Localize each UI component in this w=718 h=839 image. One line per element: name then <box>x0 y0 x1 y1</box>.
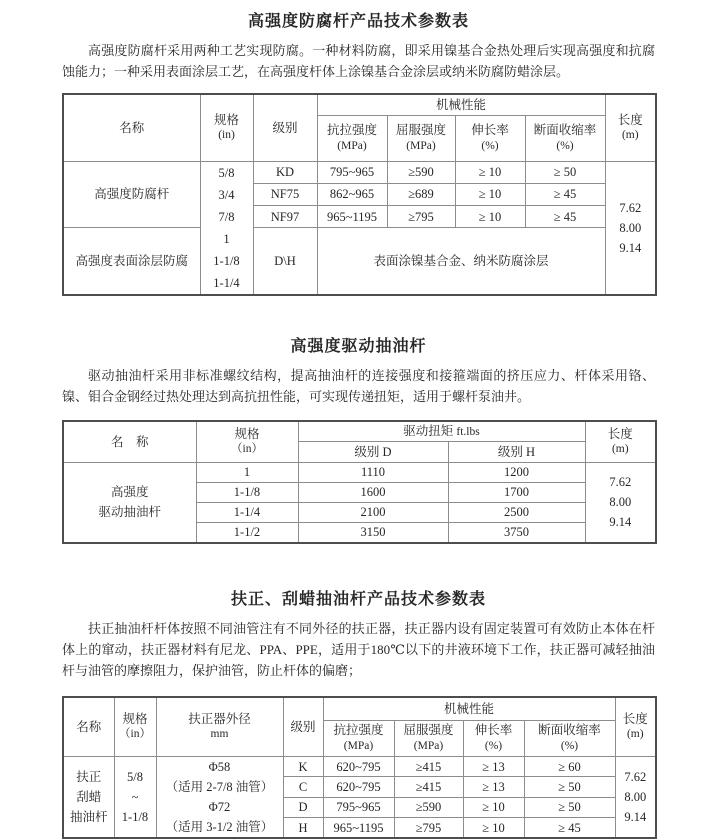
section2-paragraph: 驱动抽油杆采用非标准螺纹结构，提高抽油杆的连接强度和接箍端面的挤压应力、杆体采用铬、镍、钼合金钢经过热处理达到高抗扭性能，可实现传递扭矩，适用于螺杆泵油井。 <box>62 365 655 407</box>
elongation-cell: ≥ 10 <box>455 183 525 205</box>
t3-header-mechanical: 机械性能 <box>323 697 615 721</box>
tensile-cell: 620~795 <box>323 757 394 777</box>
elongation-cell: ≥ 10 <box>455 206 525 228</box>
table-row <box>63 228 656 295</box>
t1-header-spec: 规格 (in) <box>200 94 253 161</box>
table-row <box>63 757 656 777</box>
t1-header-shrinkage: 断面收缩率 (%) <box>525 115 605 161</box>
t1-header-name: 名称 <box>63 94 200 161</box>
t1-length-cell: 7.62 8.00 9.14 <box>605 161 656 295</box>
t2-header-torque: 驱动扭矩 ft.lbs <box>298 421 585 442</box>
t2-header-grade-h: 级别 H <box>448 442 585 463</box>
section3-paragraph: 扶正抽油杆杆体按照不同油管注有不同外径的扶正器，扶正器内设有固定装置可有效防止本体在杆体上的窜动，扶正器材料有尼龙、PPA、PPE，适用于180℃以下的井液环境下工作，扶正器可减轻抽油杆与油管的摩擦阻力，保护油管，防止杆体的偏磨； <box>62 618 655 681</box>
t3-header-name: 名称 <box>63 697 114 757</box>
table-row <box>63 161 656 183</box>
torque-h-cell: 1700 <box>448 483 585 503</box>
shrinkage-cell: ≥ 50 <box>524 797 615 817</box>
t2-product-name: 高强度 驱动抽油杆 <box>63 463 196 543</box>
shrinkage-cell: ≥ 45 <box>525 206 605 228</box>
torque-d-cell: 1110 <box>298 463 448 483</box>
t3-header-od: 扶正器外径 mm <box>156 697 283 757</box>
t3-header-length: 长度 (m) <box>615 697 656 757</box>
grade-cell: D\H <box>253 228 317 295</box>
table-centralizing-rods <box>62 696 657 839</box>
t1-product-name-1: 高强度防腐杆 <box>63 161 200 228</box>
yield-cell: ≥415 <box>394 757 463 777</box>
yield-cell: ≥795 <box>394 818 463 838</box>
t3-header-spec: 规格 （in） <box>114 697 156 757</box>
t2-header-spec: 规格 （in） <box>196 421 298 463</box>
t2-header-length: 长度 (m) <box>585 421 656 463</box>
elongation-cell: ≥ 13 <box>463 757 524 777</box>
grade-cell: C <box>283 777 323 797</box>
t3-header-yield: 屈服强度 (MPa) <box>394 721 463 757</box>
yield-cell: ≥415 <box>394 777 463 797</box>
torque-d-cell: 1600 <box>298 483 448 503</box>
grade-cell: D <box>283 797 323 817</box>
torque-h-cell: 1200 <box>448 463 585 483</box>
torque-h-cell: 3750 <box>448 523 585 543</box>
section2-title: 高强度驱动抽油杆 <box>62 333 655 356</box>
spec-cell: 1-1/8 <box>196 483 298 503</box>
t2-header-name: 名 称 <box>63 421 196 463</box>
tensile-cell: 795~965 <box>323 797 394 817</box>
section3-title: 扶正、刮蜡抽油杆产品技术参数表 <box>62 586 655 609</box>
table-drive-rods <box>62 420 657 544</box>
grade-cell: KD <box>253 161 317 183</box>
t1-header-tensile: 抗拉强度 (MPa) <box>317 115 387 161</box>
table-anticorrosion-rods <box>62 93 657 296</box>
t3-header-tensile: 抗拉强度 (MPa) <box>323 721 394 757</box>
tensile-cell: 862~965 <box>317 183 387 205</box>
t2-length-cell: 7.62 8.00 9.14 <box>585 463 656 543</box>
t1-header-length: 长度 (m) <box>605 94 656 161</box>
tensile-cell: 965~1195 <box>317 206 387 228</box>
tensile-cell: 965~1195 <box>323 818 394 838</box>
shrinkage-cell: ≥ 45 <box>524 818 615 838</box>
shrinkage-cell: ≥ 50 <box>524 777 615 797</box>
t3-od-cell: Φ58 （适用 2-7/8 油管） Φ72 （适用 3-1/2 油管） <box>156 757 283 839</box>
yield-cell: ≥590 <box>387 161 455 183</box>
shrinkage-cell: ≥ 50 <box>525 161 605 183</box>
section1-title: 高强度防腐杆产品技术参数表 <box>62 0 655 31</box>
grade-cell: K <box>283 757 323 777</box>
elongation-cell: ≥ 10 <box>463 797 524 817</box>
t1-header-yield: 屈服强度 (MPa) <box>387 115 455 161</box>
spec-cell: 1 <box>196 463 298 483</box>
torque-d-cell: 3150 <box>298 523 448 543</box>
t1-coating-note: 表面涂镍基合金、纳米防腐涂层 <box>317 228 605 295</box>
t1-product-name-2: 高强度表面涂层防腐 <box>63 228 200 295</box>
table-row <box>63 463 656 483</box>
grade-cell: NF97 <box>253 206 317 228</box>
t3-header-shrinkage: 断面收缩率 (%) <box>524 721 615 757</box>
t1-header-mechanical: 机械性能 <box>317 94 605 115</box>
document-page <box>62 0 655 839</box>
torque-h-cell: 2500 <box>448 503 585 523</box>
elongation-cell: ≥ 10 <box>455 161 525 183</box>
tensile-cell: 795~965 <box>317 161 387 183</box>
t3-product-name: 扶正 刮蜡 抽油杆 <box>63 757 114 839</box>
shrinkage-cell: ≥ 45 <box>525 183 605 205</box>
grade-cell: NF75 <box>253 183 317 205</box>
shrinkage-cell: ≥ 60 <box>524 757 615 777</box>
yield-cell: ≥689 <box>387 183 455 205</box>
elongation-cell: ≥ 13 <box>463 777 524 797</box>
spec-cell: 1-1/2 <box>196 523 298 543</box>
elongation-cell: ≥ 10 <box>463 818 524 838</box>
t3-header-grade: 级别 <box>283 697 323 757</box>
yield-cell: ≥795 <box>387 206 455 228</box>
t3-length-cell: 7.62 8.00 9.14 <box>615 757 656 839</box>
section1-paragraph: 高强度防腐杆采用两种工艺实现防腐。一种材料防腐，即采用镍基合金热处理后实现高强度和抗腐蚀能力；一种采用表面涂层工艺，在高强度杆体上涂镍基合金涂层或纳米防腐防蜡涂层。 <box>62 40 655 82</box>
t1-header-elongation: 伸长率 (%) <box>455 115 525 161</box>
tensile-cell: 620~795 <box>323 777 394 797</box>
t1-spec-cell: 5/8 3/4 7/8 1 1-1/8 1-1/4 <box>200 161 253 295</box>
grade-cell: H <box>283 818 323 838</box>
t1-header-grade: 级别 <box>253 94 317 161</box>
t3-spec-cell: 5/8 ~ 1-1/8 <box>114 757 156 839</box>
torque-d-cell: 2100 <box>298 503 448 523</box>
t3-header-elongation: 伸长率 (%) <box>463 721 524 757</box>
yield-cell: ≥590 <box>394 797 463 817</box>
t2-header-grade-d: 级别 D <box>298 442 448 463</box>
spec-cell: 1-1/4 <box>196 503 298 523</box>
